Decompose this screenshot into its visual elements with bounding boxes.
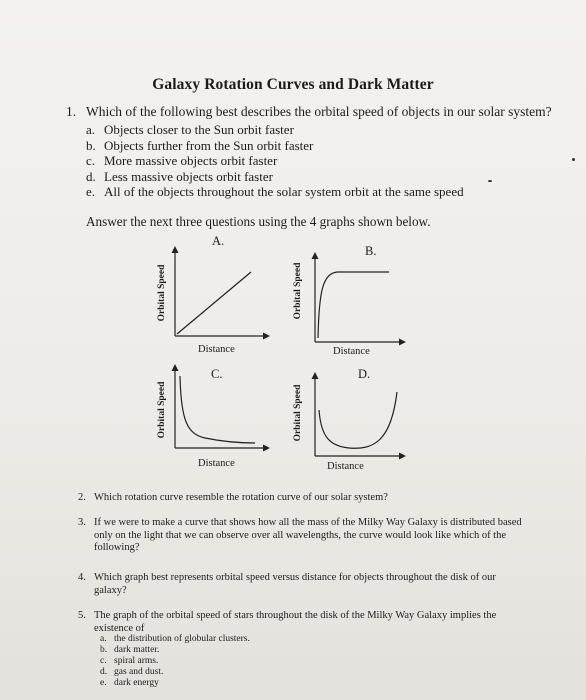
question-number: 1. <box>66 104 77 119</box>
option-e[interactable] <box>100 678 250 689</box>
option-text: dark energy <box>114 678 159 688</box>
option-c[interactable] <box>86 153 556 169</box>
question-number: 2. <box>78 492 86 503</box>
option-text: spiral arms. <box>114 656 159 666</box>
graph-a <box>165 244 275 344</box>
graph-c-ylabel: Orbital Speed <box>157 381 167 439</box>
x-axis-arrow <box>263 333 270 340</box>
question-1-options <box>86 122 556 200</box>
question-text: Which graph best represents orbital speed versus distance for objects throughout the disk of our galaxy? <box>94 572 496 596</box>
page-title: Galaxy Rotation Curves and Dark Matter <box>152 76 434 93</box>
graph-b-label: B. <box>365 244 377 258</box>
option-letter: e. <box>100 678 107 688</box>
question-4 <box>78 572 538 597</box>
graph-b-xlabel: Distance <box>333 346 370 357</box>
option-letter: e. <box>86 184 96 199</box>
option-b[interactable] <box>86 138 556 154</box>
option-text: More massive objects orbit faster <box>104 153 278 168</box>
graph-d-ylabel: Orbital Speed <box>293 384 303 442</box>
option-letter: a. <box>86 122 96 137</box>
graph-d-label: D. <box>358 367 371 381</box>
x-axis-arrow <box>399 339 406 346</box>
graph-d-xlabel: Distance <box>327 461 364 472</box>
option-text: Objects closer to the Sun orbit faster <box>104 122 294 137</box>
y-axis-arrow <box>312 252 319 259</box>
option-a[interactable] <box>100 634 250 645</box>
graph-a-xlabel: Distance <box>198 344 235 355</box>
x-axis-arrow <box>399 453 406 460</box>
option-text: Objects further from the Sun orbit faster <box>104 137 314 153</box>
option-letter: b. <box>86 137 96 153</box>
question-2 <box>78 492 538 505</box>
option-letter: a. <box>100 634 107 644</box>
question-text: If we were to make a curve that shows how all the mass of the Milky Way Galaxy is distributed based only on the light that we can observe over all wavelengths, the curve would look like which of the following? <box>94 517 522 553</box>
option-e[interactable] <box>86 184 556 200</box>
question-text: Which of the following best describes the orbital speed of objects in our solar system? <box>86 104 552 119</box>
curve-rise-then-flat <box>318 272 389 338</box>
option-letter: d. <box>86 168 96 184</box>
option-c[interactable] <box>100 656 250 667</box>
option-d[interactable] <box>100 667 250 678</box>
option-letter: c. <box>86 153 96 168</box>
curve-u-shape <box>319 392 397 448</box>
option-letter: b. <box>100 645 108 655</box>
question-number: 3. <box>78 517 86 528</box>
graph-c <box>165 362 275 457</box>
option-d[interactable] <box>86 169 556 185</box>
question-text: The graph of the orbital speed of stars throughout the disk of the Milky Way Galaxy implies the existence of <box>94 610 497 634</box>
question-1 <box>66 104 556 200</box>
stray-mark <box>488 180 492 182</box>
graph-a-label: A. <box>212 234 225 248</box>
instruction-text: Answer the next three questions using the 4 graphs shown below. <box>86 214 431 229</box>
y-axis-arrow <box>172 246 179 253</box>
x-axis-arrow <box>263 445 270 452</box>
option-b[interactable] <box>100 645 250 656</box>
question-number: 5. <box>78 610 86 621</box>
question-text: Which rotation curve resemble the rotation curve of our solar system? <box>94 492 388 503</box>
question-3 <box>78 517 538 555</box>
graph-c-label: C. <box>211 367 223 381</box>
y-axis-arrow <box>312 372 319 379</box>
option-letter: d. <box>100 667 108 677</box>
graph-b-ylabel: Orbital Speed <box>293 262 303 320</box>
question-5-options <box>100 634 250 689</box>
y-axis-arrow <box>172 364 179 371</box>
question-5 <box>78 610 538 635</box>
option-text: the distribution of globular clusters. <box>114 634 250 644</box>
question-number: 4. <box>78 572 86 583</box>
graph-b <box>305 250 415 350</box>
option-text: gas and dust. <box>114 667 164 677</box>
option-text: Less massive objects orbit faster <box>104 168 273 184</box>
curve-rising-line <box>177 272 251 334</box>
curve-decreasing <box>180 376 255 443</box>
graph-d <box>305 370 415 465</box>
graph-a-ylabel: Orbital Speed <box>157 264 167 322</box>
option-text: dark matter. <box>114 645 160 655</box>
option-letter: c. <box>100 656 107 666</box>
graph-c-xlabel: Distance <box>198 458 235 469</box>
stray-mark <box>572 158 575 161</box>
option-text: All of the objects throughout the solar system orbit at the same speed <box>104 184 464 199</box>
option-a[interactable] <box>86 122 556 138</box>
